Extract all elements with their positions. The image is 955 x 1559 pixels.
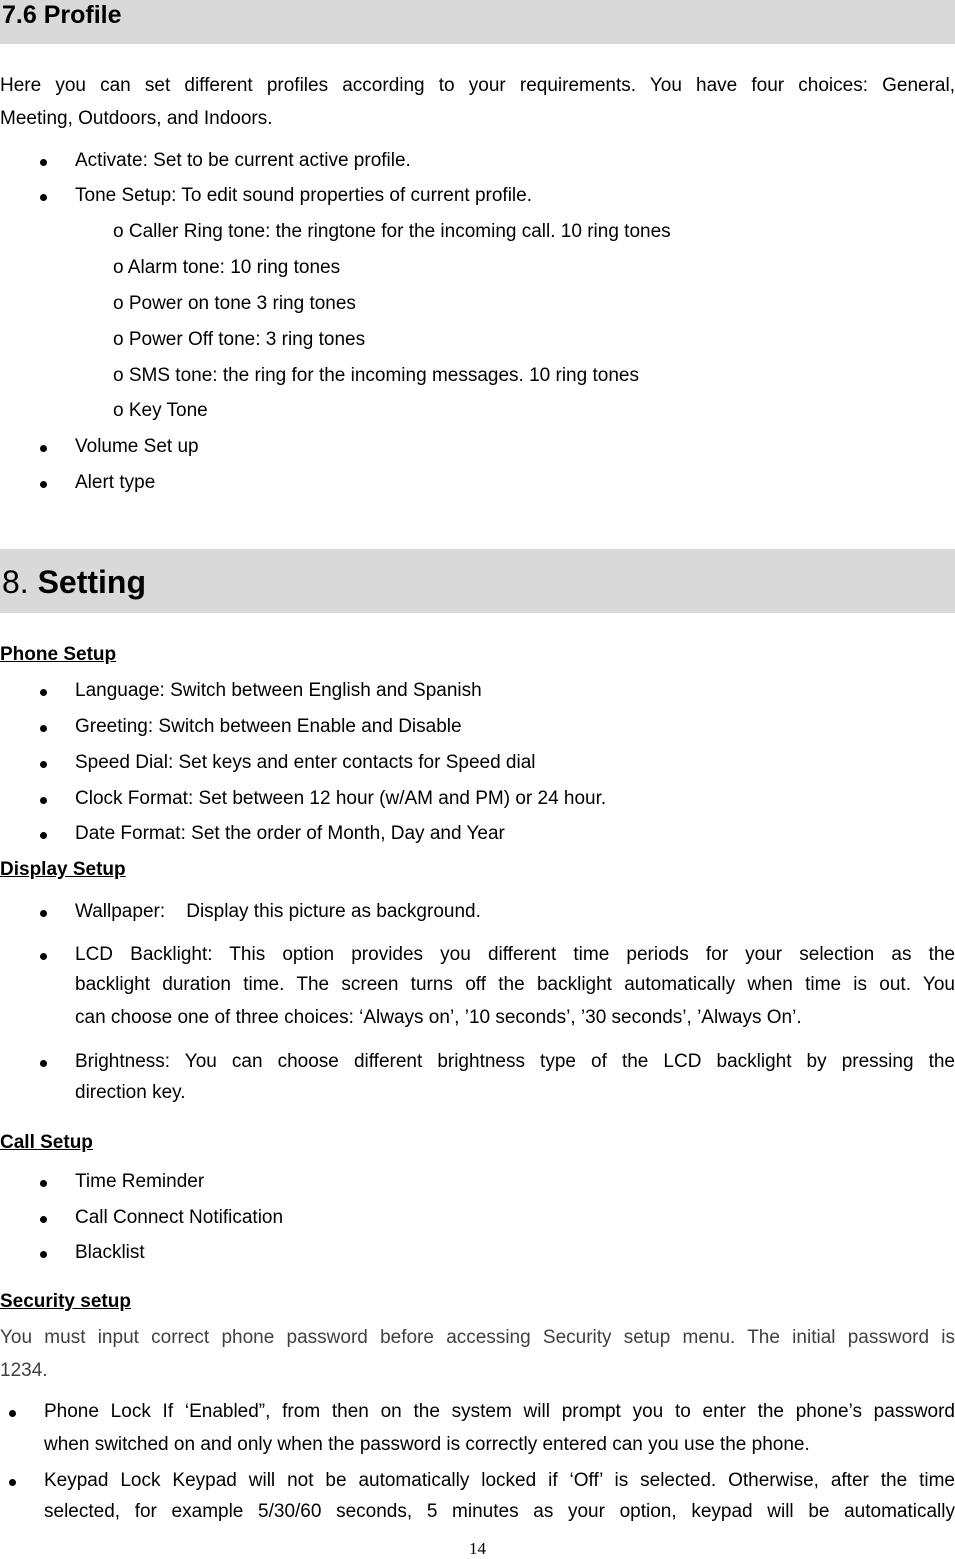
bullet-icon [40, 1180, 47, 1187]
bullet-icon [40, 1060, 47, 1067]
display-setup-brightness-line1: Brightness: You can choose different brightness type of the LCD backlight by pressing the [75, 1051, 955, 1072]
profile-bullet-volume: Volume Set up [75, 436, 199, 457]
phone-setup-greeting: Greeting: Switch between Enable and Disable [75, 716, 462, 737]
display-setup-lcd-line3: can choose one of three choices: ‘Always on’, ’10 seconds’, ’30 seconds’, ’Always On’. [75, 1007, 802, 1028]
bullet-icon [40, 194, 47, 201]
phone-setup-title: Phone Setup [0, 644, 117, 665]
security-setup-intro-line1: You must input correct phone password before accessing Security setup menu. The initial password is [0, 1327, 955, 1348]
profile-intro-line1: Here you can set different profiles according to your requirements. You have four choices: General, [0, 75, 955, 96]
phone-setup-speed-dial: Speed Dial: Set keys and enter contacts for Speed dial [75, 752, 536, 773]
call-setup-time-reminder: Time Reminder [75, 1171, 205, 1192]
tone-item-alarm: o Alarm tone: 10 ring tones [113, 257, 341, 278]
call-setup-title: Call Setup [0, 1132, 93, 1153]
bullet-icon [40, 725, 47, 732]
bullet-icon [40, 159, 47, 166]
profile-intro-line2: Meeting, Outdoors, and Indoors. [0, 108, 273, 129]
bullet-icon [40, 761, 47, 768]
bullet-icon [40, 797, 47, 804]
bullet-icon [40, 832, 47, 839]
bullet-icon [40, 1216, 47, 1223]
security-setup-intro-line2: 1234. [0, 1360, 48, 1381]
setting-heading [2, 562, 146, 602]
display-setup-lcd-line2: backlight duration time. The screen turns off the backlight automatically when time is out. You [75, 974, 955, 995]
bullet-icon [40, 481, 47, 488]
setting-heading-title: Setting [37, 564, 147, 600]
bullet-icon [40, 910, 47, 917]
setting-heading-number: 8. [2, 564, 29, 600]
tone-item-sms: o SMS tone: the ring for the incoming messages. 10 ring tones [113, 365, 639, 386]
security-setup-title: Security setup [0, 1291, 131, 1312]
call-setup-connect-notification: Call Connect Notification [75, 1207, 284, 1228]
display-setup-brightness-line2: direction key. [75, 1082, 186, 1103]
bullet-icon [40, 689, 47, 696]
phone-setup-language: Language: Switch between English and Spanish [75, 680, 482, 701]
security-phone-lock-line1: Phone Lock If ‘Enabled”, from then on the system will prompt you to enter the phone’s password [44, 1401, 955, 1422]
display-setup-lcd-line1: LCD Backlight: This option provides you different time periods for your selection as the [75, 944, 955, 965]
tone-item-power-off: o Power Off tone: 3 ring tones [113, 329, 366, 350]
profile-bullet-activate: Activate: Set to be current active profile. [75, 150, 411, 171]
tone-item-power-on: o Power on tone 3 ring tones [113, 293, 356, 314]
profile-heading: 7.6 Profile [2, 1, 122, 29]
display-setup-title: Display Setup [0, 859, 126, 880]
profile-bullet-tone-setup: Tone Setup: To edit sound properties of current profile. [75, 185, 532, 206]
phone-setup-date-format: Date Format: Set the order of Month, Day and Year [75, 823, 505, 844]
phone-setup-clock-format: Clock Format: Set between 12 hour (w/AM and PM) or 24 hour. [75, 788, 607, 809]
bullet-icon [9, 1479, 16, 1486]
bullet-icon [9, 1410, 16, 1417]
bullet-icon [40, 1251, 47, 1258]
security-phone-lock-line2: when switched on and only when the password is correctly entered can you use the phone. [44, 1434, 810, 1455]
security-keypad-lock-line1: Keypad Lock Keypad will not be automatically locked if ‘Off’ is selected. Otherwise, after the time [44, 1470, 955, 1491]
security-keypad-lock-line2: selected, for example 5/30/60 seconds, 5 minutes as your option, keypad will be automatically [44, 1501, 955, 1522]
tone-item-key: o Key Tone [113, 400, 208, 421]
bullet-icon [40, 445, 47, 452]
bullet-icon [40, 953, 47, 960]
display-setup-wallpaper: Wallpaper: Display this picture as background. [75, 901, 481, 922]
tone-item-caller-ring: o Caller Ring tone: the ringtone for the incoming call. 10 ring tones [113, 221, 671, 242]
profile-bullet-alert: Alert type [75, 472, 156, 493]
page-number: 14 [469, 1539, 486, 1558]
call-setup-blacklist: Blacklist [75, 1242, 145, 1263]
setting-heading-band [0, 549, 955, 613]
profile-heading-band [0, 0, 955, 44]
